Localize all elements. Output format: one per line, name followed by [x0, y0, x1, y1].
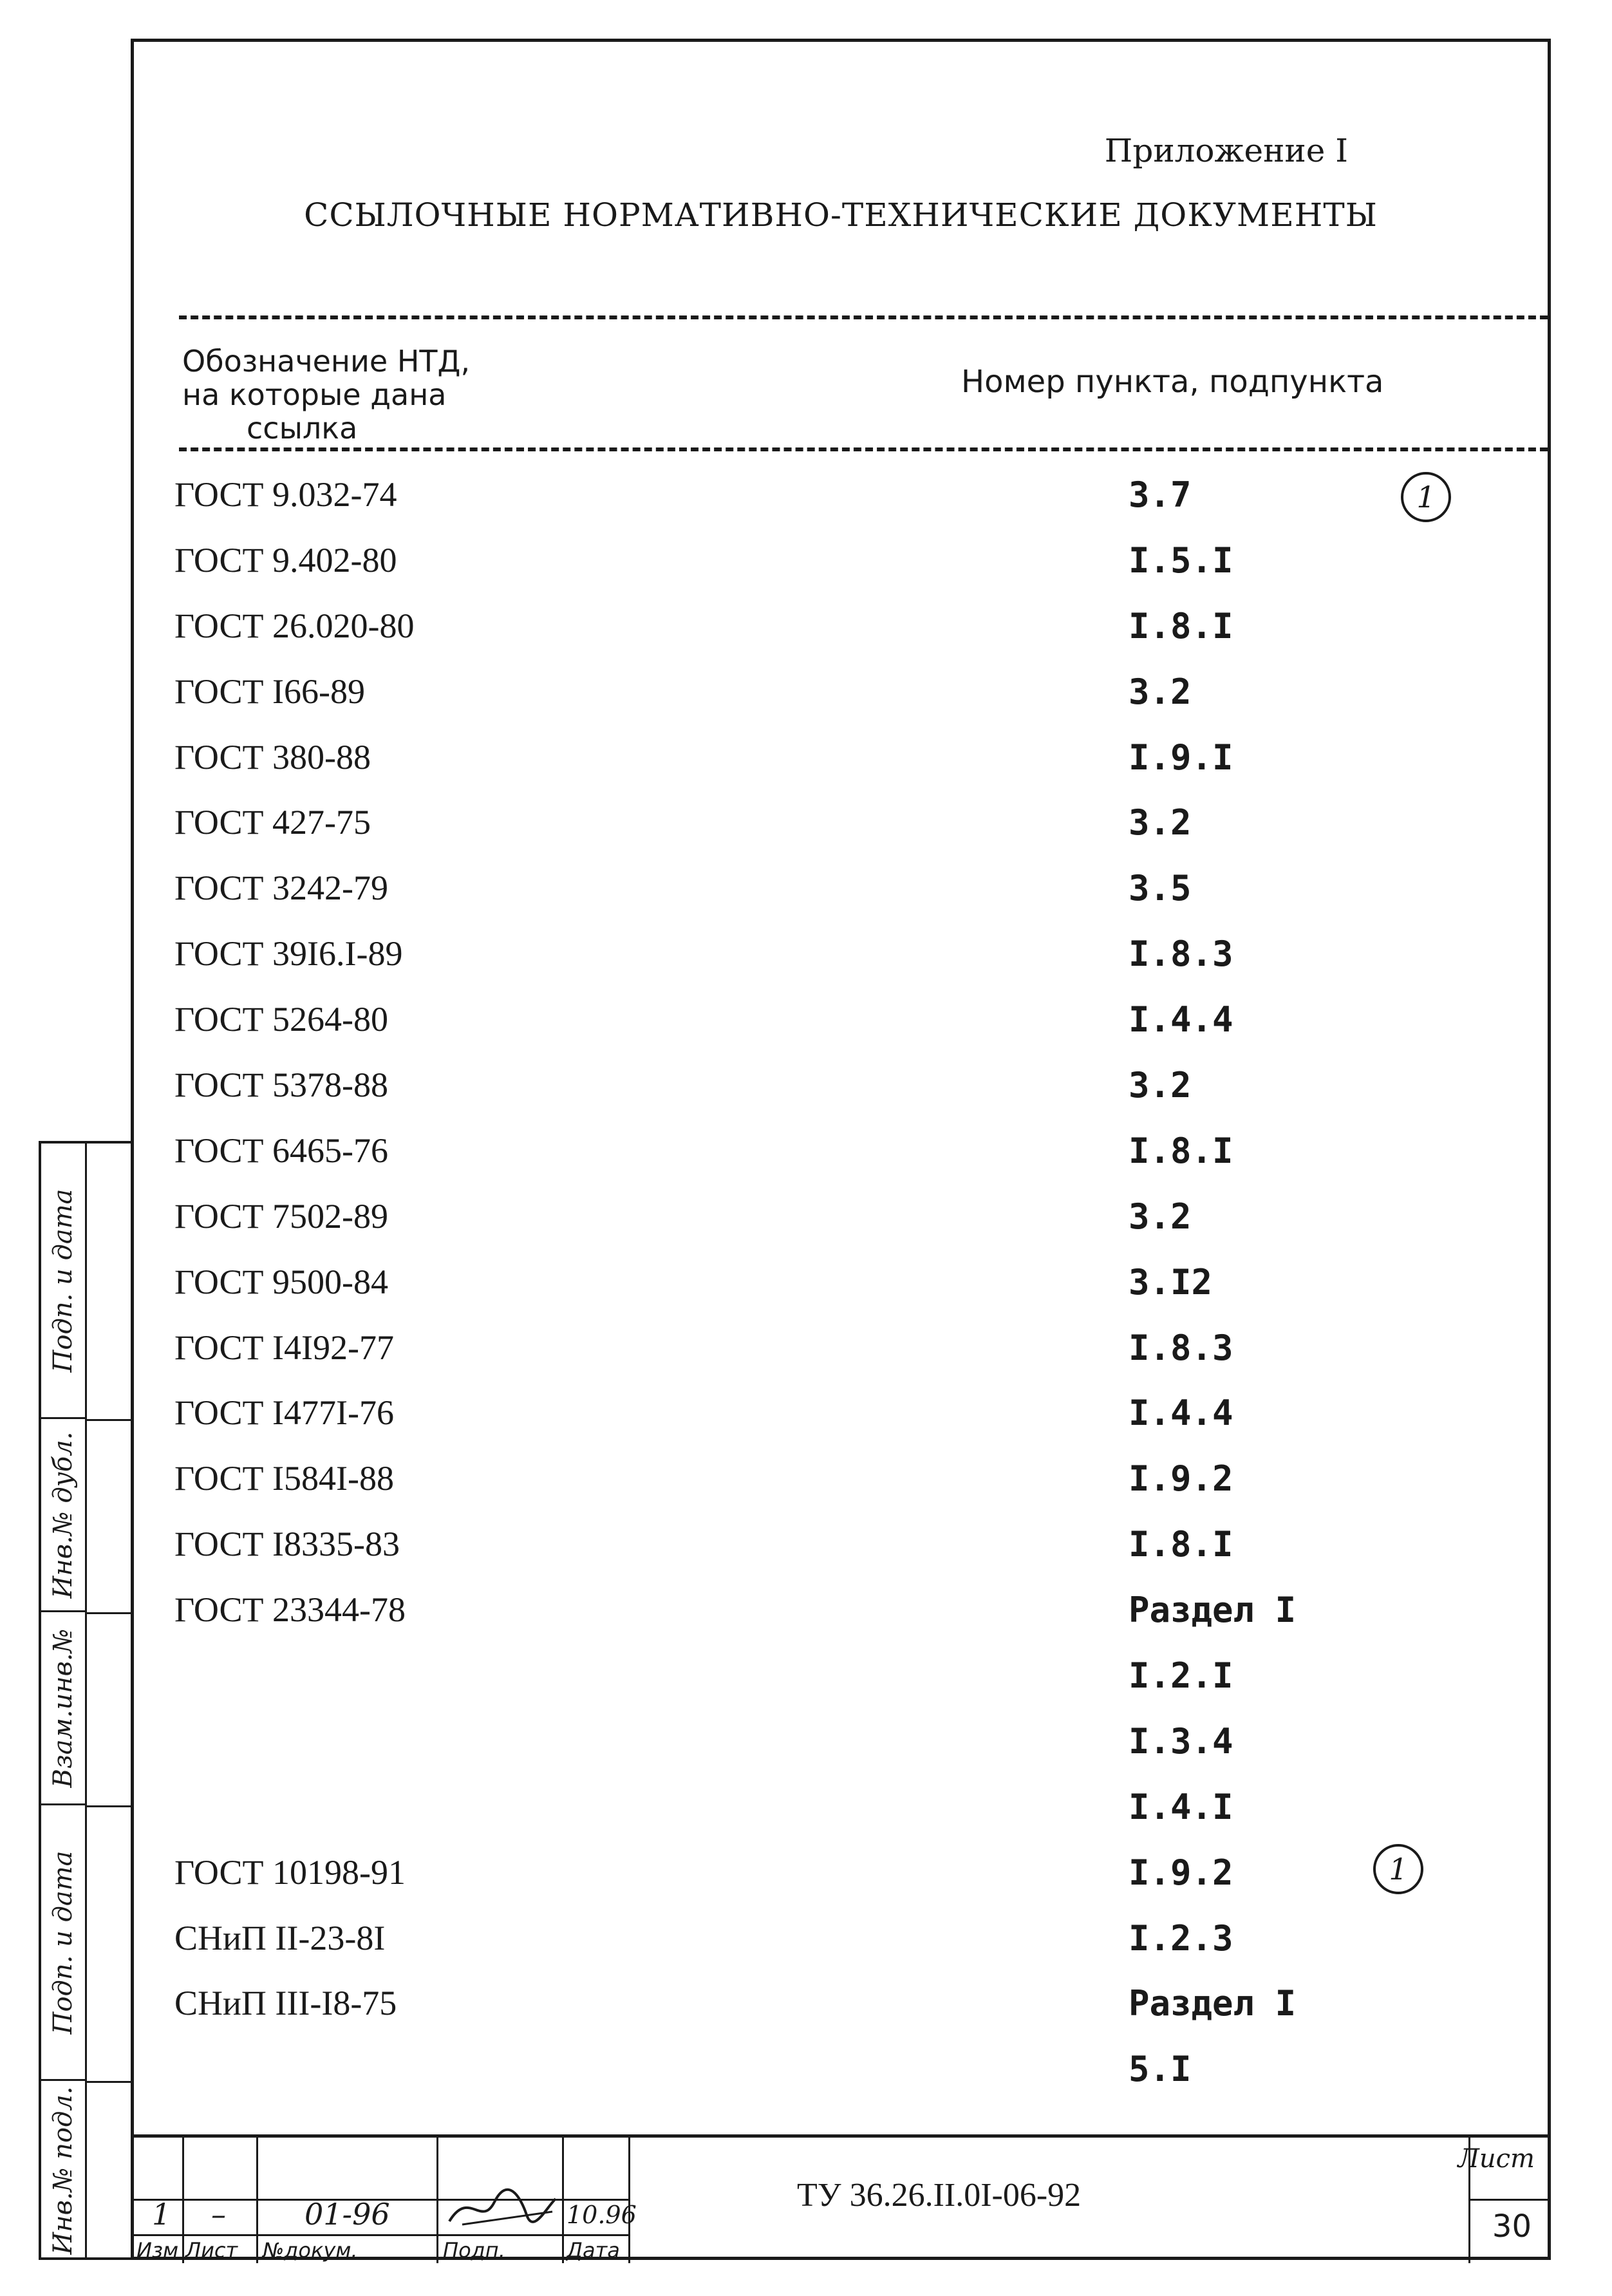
table-row: [134, 1912, 1548, 1977]
document-designation-cell: ГОСТ I4I92-77: [174, 1328, 394, 1367]
item-number-cell: I.9.2: [1129, 1458, 1233, 1500]
document-designation: ТУ 36.26.II.0I-06-92: [797, 2177, 1082, 2214]
document-designation-cell: ГОСТ 10198-91: [174, 1852, 406, 1892]
item-number-cell: I.8.I: [1129, 1524, 1233, 1565]
document-designation-cell: ГОСТ 5378-88: [174, 1066, 389, 1105]
table-row: [134, 993, 1548, 1059]
table-row: [134, 1256, 1548, 1321]
caption-signature: Подп.: [443, 2238, 505, 2263]
table-row: [134, 534, 1548, 599]
table-row: [134, 1124, 1548, 1190]
appendix-label: Приложение I: [1104, 132, 1348, 169]
item-number-cell: I.4.4: [1129, 1393, 1233, 1434]
table-row: [134, 1715, 1548, 1780]
document-designation-cell: ГОСТ 5264-80: [174, 1000, 389, 1039]
item-number-cell: 3.2: [1129, 802, 1192, 843]
header-divider-top: [179, 315, 1548, 319]
document-designation-cell: ГОСТ 6465-76: [174, 1131, 389, 1170]
column-header-line: Обозначение НТД,: [182, 344, 471, 379]
field-original-inventory: Инв.№ подл.: [48, 2086, 78, 2255]
item-number-cell: I.8.3: [1129, 1327, 1233, 1368]
document-sheet: [131, 39, 1551, 2263]
item-number-cell: I.5.I: [1129, 540, 1233, 581]
signature: [443, 2176, 559, 2234]
table-row: [134, 599, 1548, 665]
revision-mark: 1: [1373, 1844, 1423, 1894]
table-row: [134, 1452, 1548, 1518]
table-row: [134, 796, 1548, 861]
document-designation-cell: ГОСТ I477I-76: [174, 1393, 394, 1433]
table-row: [134, 1583, 1548, 1649]
item-number-cell: I.2.I: [1129, 1655, 1233, 1697]
item-number-cell: Раздел I: [1129, 1983, 1297, 2024]
sheet-caption: Лист: [1457, 2144, 1535, 2174]
table-row: [134, 731, 1548, 796]
table-row: [134, 665, 1548, 731]
change-number: 1: [152, 2197, 171, 2232]
item-number-cell: 5.I: [1129, 2049, 1192, 2090]
header-divider-bottom: [179, 447, 1548, 451]
table-row: [134, 468, 1548, 534]
column-header-item-number: Номер пункта, подпункта: [961, 364, 1384, 400]
item-number-cell: I.3.4: [1129, 1720, 1233, 1762]
document-designation-cell: ГОСТ 9500-84: [174, 1262, 389, 1301]
column-header-line: на которые дана: [182, 377, 447, 412]
table-row: [134, 1059, 1548, 1124]
document-designation-cell: ГОСТ 380-88: [174, 737, 371, 776]
table-row: [134, 1780, 1548, 1846]
item-number-cell: 3.I2: [1129, 1261, 1213, 1303]
field-signature-date: Подп. и дата: [41, 1805, 85, 2081]
table-row: [134, 1846, 1548, 1912]
sheet-change: –: [211, 2197, 226, 2232]
item-number-cell: I.9.2: [1129, 1852, 1233, 1893]
side-approval-strip: [39, 1141, 131, 2260]
caption-change: Изм: [136, 2238, 179, 2263]
document-designation-cell: ГОСТ I8335-83: [174, 1525, 400, 1564]
field-signature-date: Подп. и дата: [41, 1143, 85, 1419]
document-designation-cell: ГОСТ 26.020-80: [174, 606, 415, 645]
document-designation-cell: ГОСТ I584I-88: [174, 1459, 394, 1498]
field-duplicate-inventory: Инв.№ дубл.: [41, 1419, 85, 1612]
caption-date: Дата: [567, 2238, 620, 2263]
item-number-cell: Раздел I: [1129, 1590, 1297, 1631]
document-designation-cell: СНиП III-I8-75: [174, 1984, 397, 2023]
document-designation-cell: ГОСТ 23344-78: [174, 1590, 406, 1630]
document-designation-cell: ГОСТ 9.032-74: [174, 475, 397, 514]
item-number-cell: I.8.3: [1129, 934, 1233, 975]
item-number-cell: I.9.I: [1129, 737, 1233, 778]
sheet-number: 30: [1492, 2208, 1532, 2244]
title-block: [134, 2134, 1548, 2263]
item-number-cell: I.4.I: [1129, 1786, 1233, 1827]
document-designation-cell: ГОСТ 39I6.I-89: [174, 934, 403, 974]
item-number-cell: 3.2: [1129, 1065, 1192, 1106]
table-row: [134, 1518, 1548, 1583]
table-row: [134, 1649, 1548, 1715]
document-number: 01-96: [305, 2197, 390, 2232]
table-row: [134, 1321, 1548, 1387]
table-row: [134, 1977, 1548, 2042]
table-row: [134, 1386, 1548, 1452]
document-designation-cell: ГОСТ 7502-89: [174, 1196, 389, 1236]
item-number-cell: 3.2: [1129, 1196, 1192, 1237]
document-title: ССЫЛОЧНЫЕ НОРМАТИВНО-ТЕХНИЧЕСКИЕ ДОКУМЕНТЫ: [304, 196, 1378, 234]
item-number-cell: I.4.4: [1129, 999, 1233, 1040]
document-designation-cell: ГОСТ 427-75: [174, 803, 371, 842]
table-row: [134, 2042, 1548, 2108]
caption-sheet: Лист: [185, 2238, 238, 2263]
table-row: [134, 927, 1548, 993]
field-replacement-inventory: Взам.инв.№: [41, 1612, 85, 1805]
column-header-designation: [182, 344, 470, 445]
column-header-line: ссылка: [247, 411, 358, 446]
item-number-cell: 3.5: [1129, 868, 1192, 909]
caption-document-number: №докум.: [263, 2238, 358, 2263]
change-date: 10.96: [567, 2201, 637, 2229]
document-designation-cell: ГОСТ 3242-79: [174, 869, 389, 908]
item-number-cell: 3.2: [1129, 671, 1192, 712]
table-row: [134, 1190, 1548, 1256]
table-row: [134, 861, 1548, 927]
item-number-cell: I.8.I: [1129, 605, 1233, 646]
item-number-cell: 3.7: [1129, 475, 1192, 515]
item-number-cell: I.2.3: [1129, 1917, 1233, 1959]
item-number-cell: I.8.I: [1129, 1130, 1233, 1171]
revision-mark: 1: [1401, 472, 1451, 522]
reference-table: [134, 468, 1548, 2108]
document-designation-cell: ГОСТ I66-89: [174, 672, 365, 711]
document-designation-cell: ГОСТ 9.402-80: [174, 540, 397, 579]
document-designation-cell: СНиП II-23-8I: [174, 1918, 386, 1957]
